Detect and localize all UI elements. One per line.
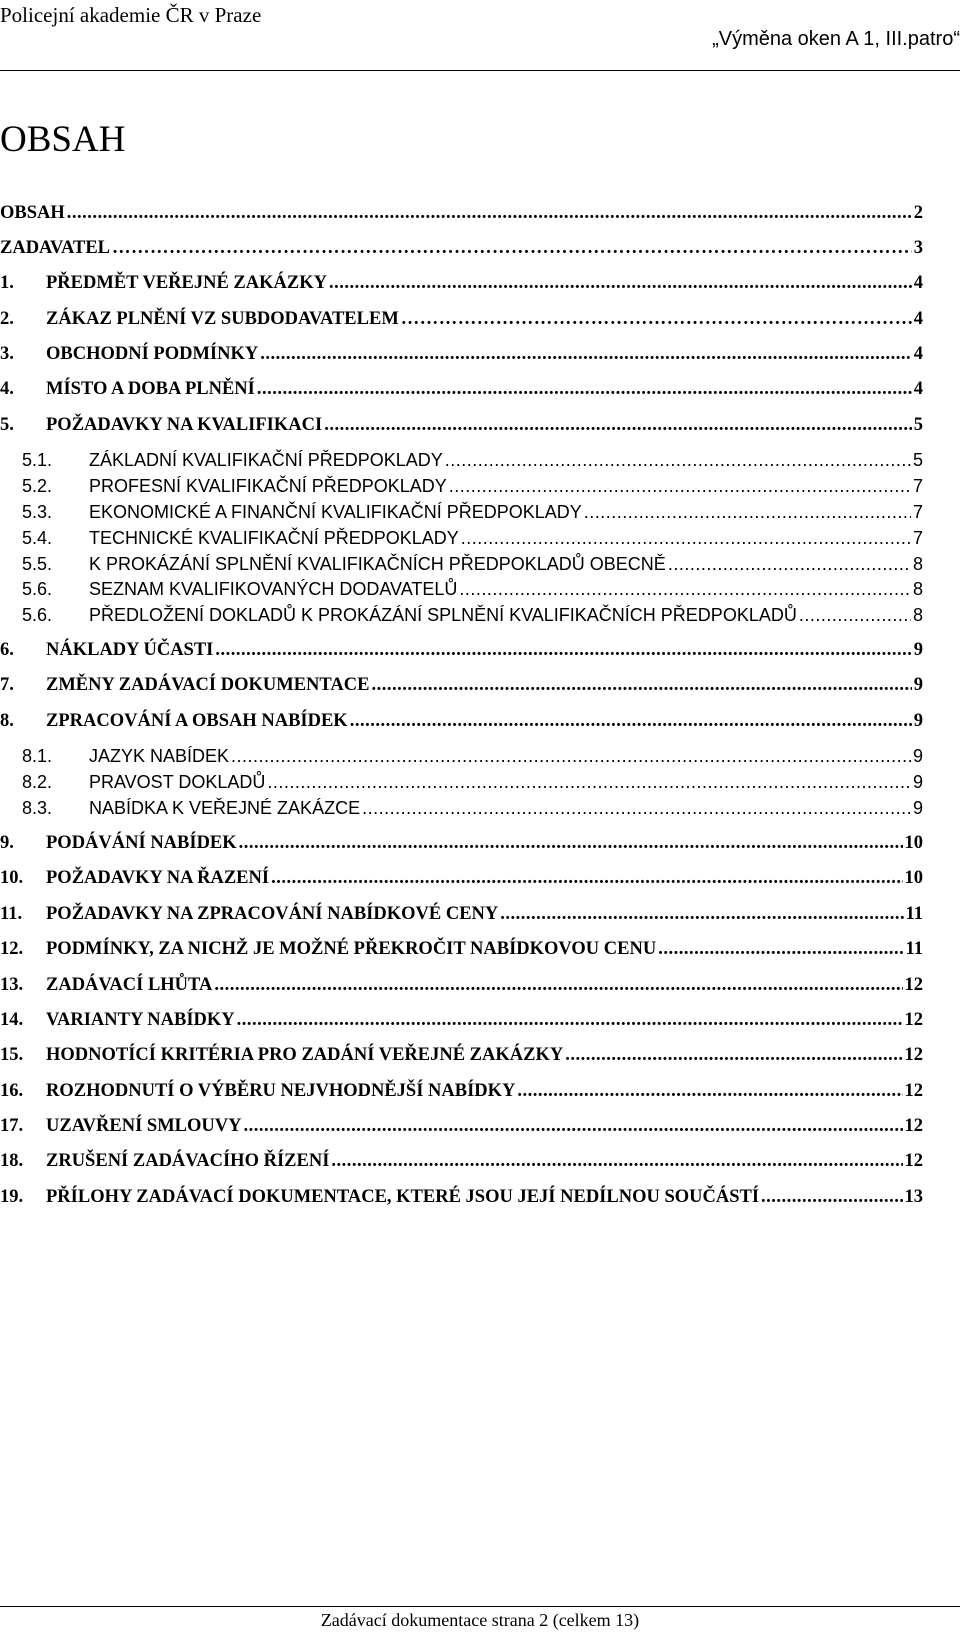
toc-entry[interactable] [0,379,923,400]
toc-dot-leader [761,1187,902,1208]
toc-entry-page: 9 [913,711,923,731]
toc-entry-page: 8 [912,554,923,574]
toc-entry-title: PŘEDLOŽENÍ DOKLADŮ K PROKÁZÁNÍ SPLNĚNÍ KVALIFIKAČNÍCH PŘEDPOKLADŮ [89,605,797,625]
toc-entry-number: 5.2. [22,476,53,496]
toc-entry-title: K PROKÁZÁNÍ SPLNĚNÍ KVALIFIKAČNÍCH PŘEDPOKLADŮ OBECNĚ [89,554,666,574]
toc-dot-leader [257,379,912,400]
toc-entry-number: 2. [0,309,14,329]
toc-dot-leader [658,939,903,960]
toc-entry[interactable] [22,502,923,523]
toc-dot-leader [461,528,911,549]
toc-entry-page: 10 [904,833,923,853]
toc-dot-leader [350,711,912,732]
toc-entry[interactable] [0,1045,923,1066]
toc-entry[interactable] [0,1187,923,1208]
toc-entry-number: 14. [0,1010,24,1030]
toc-entry-number: 13. [0,975,24,995]
toc-entry-number: 19. [0,1187,24,1207]
toc-entry[interactable] [0,344,923,365]
toc-entry-number: 9. [0,833,14,853]
toc-entry-title: PODÁVÁNÍ NABÍDEK [46,833,237,853]
toc-dot-leader [401,309,912,330]
toc-entry-number: 5.6. [22,579,53,599]
toc-dot-leader [271,868,902,889]
toc-entry-number: 5.6. [22,605,53,625]
toc-dot-leader [500,904,903,925]
toc-entry-title: OBSAH [0,203,65,223]
toc-entry-page: 4 [913,309,923,329]
toc-entry-title: JAZYK NABÍDEK [89,746,230,766]
toc-entry[interactable] [0,238,923,259]
toc-entry[interactable] [0,1010,923,1031]
toc-entry[interactable] [22,798,923,819]
toc-entry-number: 8.3. [22,798,53,818]
toc-entry-page: 12 [904,1010,923,1030]
toc-entry-page: 8 [912,579,923,599]
toc-entry-number: 7. [0,675,14,695]
toc-entry-title: ZMĚNY ZADÁVACÍ DOKUMENTACE [46,675,370,695]
toc-entry-page: 9 [912,746,923,766]
toc-entry-title: OBCHODNÍ PODMÍNKY [46,344,259,364]
toc-entry-page: 12 [904,975,923,995]
toc-entry-title: ZADÁVACÍ LHŮTA [46,975,213,995]
toc-dot-leader [324,415,912,436]
toc-entry[interactable] [0,273,923,294]
toc-entry-title: ZRUŠENÍ ZADÁVACÍHO ŘÍZENÍ [46,1151,330,1171]
toc-entry-number: 11. [0,904,23,924]
toc-entry[interactable] [0,203,923,224]
toc-entry-number: 5.4. [22,528,53,548]
toc-entry-page: 9 [913,675,923,695]
toc-entry-page: 13 [904,1187,923,1207]
toc-dot-leader [799,605,911,626]
toc-entry-title: UZAVŘENÍ SMLOUVY [46,1116,242,1136]
toc-entry-page: 5 [913,415,923,435]
toc-entry-page: 11 [905,939,923,959]
toc-entry[interactable] [22,450,923,471]
toc-entry-page: 4 [913,344,923,364]
toc-entry-title: ZÁKAZ PLNĚNÍ VZ SUBDODAVATELEM [46,309,399,329]
toc-entry-title: MÍSTO A DOBA PLNĚNÍ [46,379,255,399]
toc-entry-page: 12 [904,1081,923,1101]
toc-entry[interactable] [22,772,923,793]
toc-entry[interactable] [0,975,923,996]
toc-dot-leader [517,1081,902,1102]
toc-entry-page: 9 [913,640,923,660]
toc-dot-leader [239,833,903,854]
toc-entry-page: 11 [905,904,923,924]
toc-entry-page: 9 [912,772,923,792]
toc-entry-number: 5.3. [22,502,53,522]
toc-entry-number: 5.5. [22,554,53,574]
toc-entry[interactable] [22,579,923,600]
toc-dot-leader [371,675,911,696]
toc-entry-title: ZÁKLADNÍ KVALIFIKAČNÍ PŘEDPOKLADY [89,450,443,470]
header-institution: Policejní akademie ČR v Praze [0,3,262,27]
toc-entry-number: 8.2. [22,772,53,792]
toc-entry-title: PRAVOST DOKLADŮ [89,772,266,792]
toc-entry[interactable] [0,640,923,661]
toc-entry-page: 4 [913,379,923,399]
toc-entry-title: POŽADAVKY NA KVALIFIKACI [46,415,323,435]
toc-dot-leader [459,579,911,600]
toc-dot-leader [67,203,912,224]
toc-entry[interactable] [0,1151,923,1172]
toc-entry-number: 8.1. [22,746,53,766]
toc-dot-leader [237,1010,903,1031]
toc-entry-page: 9 [912,798,923,818]
toc-entry[interactable] [22,605,923,626]
toc-dot-leader [243,1116,902,1137]
toc-entry-title: ROZHODNUTÍ O VÝBĚRU NEJVHODNĚJŠÍ NABÍDKY [46,1081,516,1101]
toc-entry[interactable] [0,1081,923,1102]
page-title: OBSAH [0,119,126,160]
toc-entry-title: NABÍDKA K VEŘEJNÉ ZAKÁZCE [89,798,361,818]
toc-entry-number: 5.1. [22,450,53,470]
toc-dot-leader [260,344,912,365]
toc-entry-number: 15. [0,1045,24,1065]
toc-entry-page: 8 [912,605,923,625]
footer-divider [0,1606,960,1607]
toc-dot-leader [565,1045,902,1066]
toc-entry-title: PŘEDMĚT VEŘEJNÉ ZAKÁZKY [46,273,327,293]
toc-entry[interactable] [22,528,923,549]
header-project: „Výměna oken A 1, III.patro“ [712,28,960,50]
toc-entry-number: 17. [0,1116,24,1136]
toc-entry[interactable] [22,746,923,767]
toc-entry-number: 3. [0,344,14,364]
toc-dot-leader [449,476,911,497]
toc-entry-page: 12 [904,1151,923,1171]
toc-entry-title: PROFESNÍ KVALIFIKAČNÍ PŘEDPOKLADY [89,476,447,496]
toc-entry-title: POŽADAVKY NA ZPRACOVÁNÍ NABÍDKOVÉ CENY [46,904,499,924]
toc-entry-page: 12 [904,1045,923,1065]
toc-entry[interactable] [0,904,923,925]
toc-entry-number: 4. [0,379,14,399]
toc-entry-title: ZADAVATEL [0,238,111,258]
toc-entry-page: 2 [913,203,923,223]
toc-dot-leader [584,502,911,523]
toc-entry[interactable] [0,415,923,436]
toc-entry-page: 5 [912,450,923,470]
toc-dot-leader [214,975,902,996]
toc-entry[interactable] [22,476,923,497]
toc-entry[interactable] [0,868,923,889]
toc-entry-title: TECHNICKÉ KVALIFIKAČNÍ PŘEDPOKLADY [89,528,459,548]
toc-dot-leader [331,1151,902,1172]
toc-entry[interactable] [0,1116,923,1137]
toc-dot-leader [445,450,911,471]
toc-dot-leader [362,798,911,819]
toc-entry-number: 12. [0,939,24,959]
toc-entry-page: 12 [904,1116,923,1136]
toc-entry-number: 16. [0,1081,24,1101]
toc-entry-title: EKONOMICKÉ A FINANČNÍ KVALIFIKAČNÍ PŘEDPOKLADY [89,502,582,522]
toc-entry[interactable] [0,939,923,960]
toc-entry-number: 10. [0,868,24,888]
toc-entry[interactable] [22,554,923,575]
toc-dot-leader [231,746,911,767]
toc-entry-number: 5. [0,415,14,435]
toc-entry-page: 3 [913,238,923,258]
toc-entry-page: 7 [912,528,923,548]
toc-entry-number: 8. [0,711,14,731]
toc-entry[interactable] [0,711,923,732]
toc-dot-leader [668,554,911,575]
toc-entry-number: 6. [0,640,14,660]
toc-entry-title: SEZNAM KVALIFIKOVANÝCH DODAVATELŮ [89,579,458,599]
toc-entry-number: 18. [0,1151,24,1171]
header-divider [0,70,960,71]
toc-dot-leader [112,238,912,259]
toc-entry-title: VARIANTY NABÍDKY [46,1010,235,1030]
toc-entry-title: HODNOTÍCÍ KRITÉRIA PRO ZADÁNÍ VEŘEJNÉ ZAKÁZKY [46,1045,564,1065]
toc-entry-title: NÁKLADY ÚČASTI [46,640,214,660]
toc-entry-page: 7 [912,502,923,522]
toc-dot-leader [267,772,911,793]
toc-entry-title: POŽADAVKY NA ŘAZENÍ [46,868,270,888]
toc-entry-page: 7 [912,476,923,496]
toc-entry[interactable] [0,675,923,696]
toc-dot-leader [215,640,911,661]
toc-entry-page: 10 [904,868,923,888]
page-footer: Zadávací dokumentace strana 2 (celkem 13) [320,1610,640,1630]
toc-entry-title: PODMÍNKY, ZA NICHŽ JE MOŽNÉ PŘEKROČIT NABÍDKOVOU CENU [46,939,657,959]
toc-entry-title: PŘÍLOHY ZADÁVACÍ DOKUMENTACE, KTERÉ JSOU JEJÍ NEDÍLNOU SOUČÁSTÍ [46,1187,760,1207]
toc-entry-title: ZPRACOVÁNÍ A OBSAH NABÍDEK [46,711,348,731]
toc-entry[interactable] [0,309,923,330]
toc-entry-page: 4 [913,273,923,293]
toc-dot-leader [329,273,912,294]
toc-entry[interactable] [0,833,923,854]
toc-entry-number: 1. [0,273,14,293]
